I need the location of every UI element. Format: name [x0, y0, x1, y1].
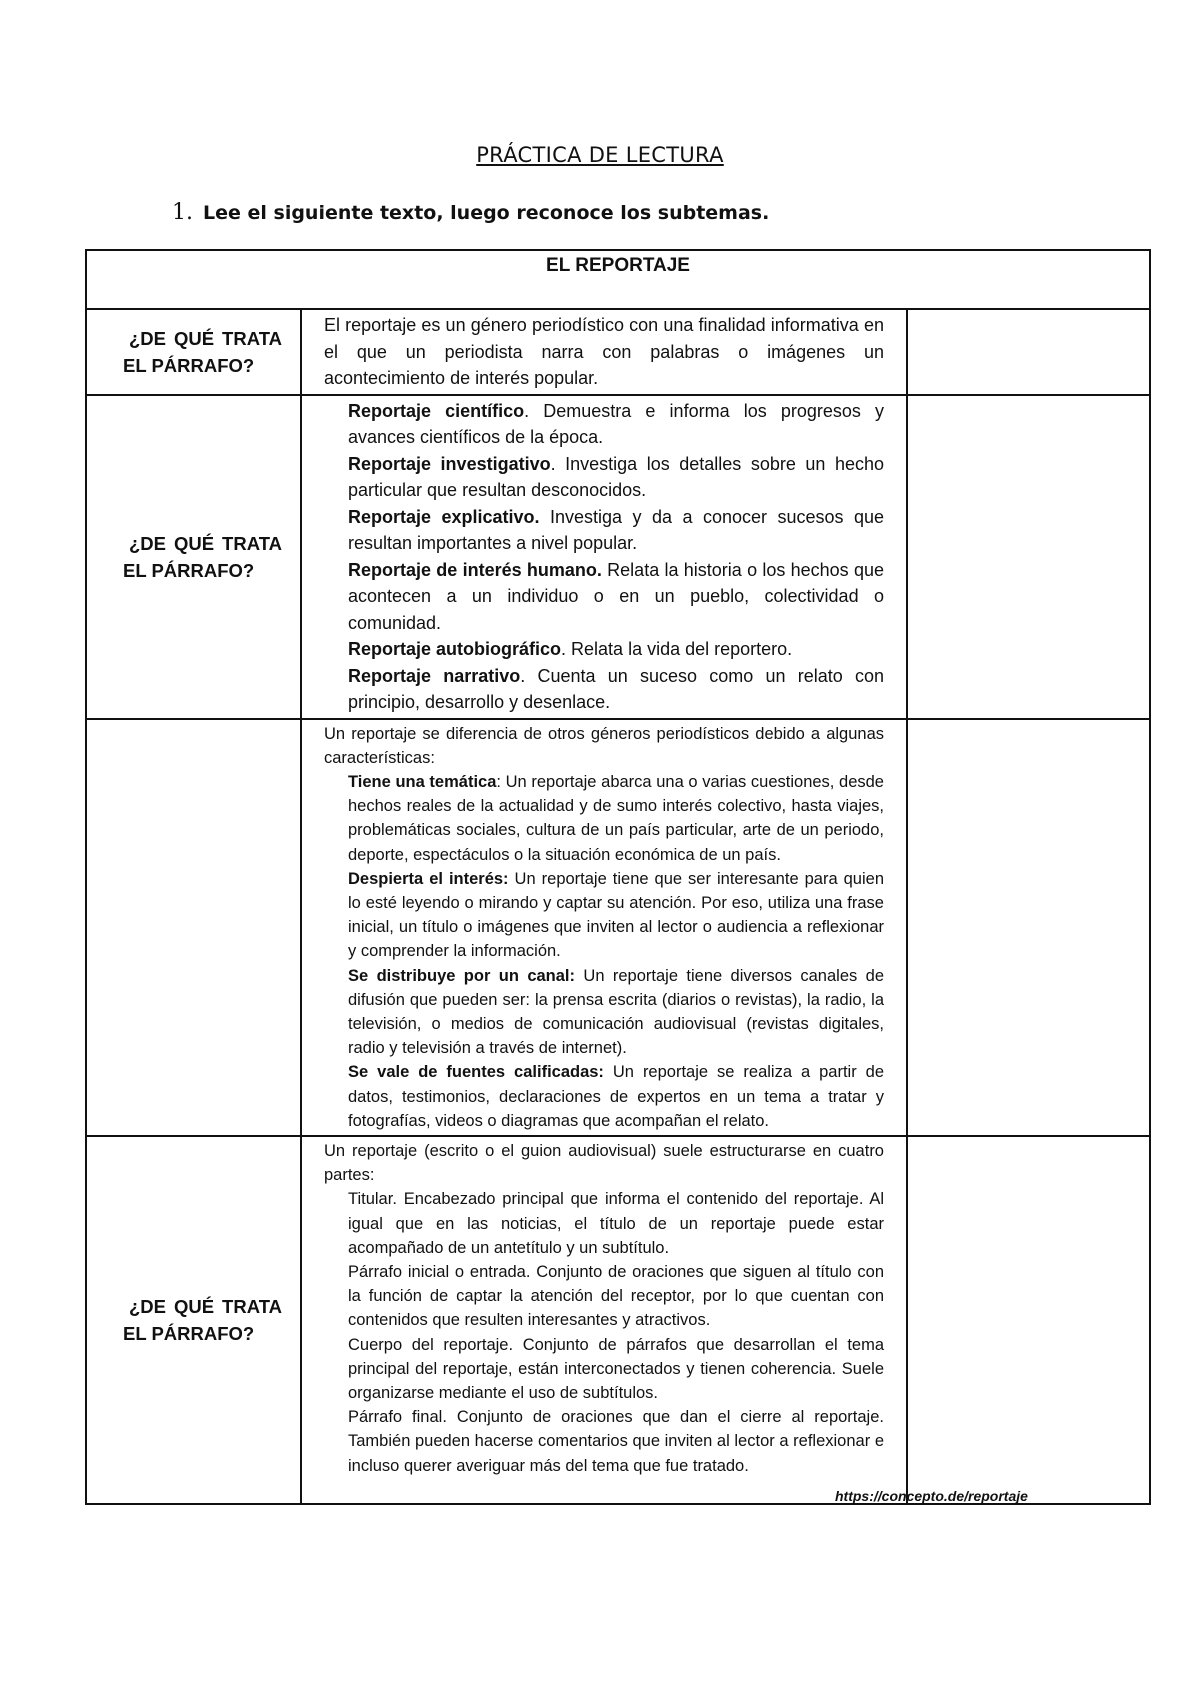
question-line2: EL PÁRRAFO?	[123, 559, 255, 581]
list-item: Tiene una temática: Un reportaje abarca una o varias cuestiones, desde hechos reales de la actualidad y de sumo interés colectivo, hasta viajes, problemáticas sociales, cultura de un país particular, arte de un periodo, deporte, espectáculos o la situación económica de un país.	[348, 772, 884, 864]
answer-cell-3	[907, 719, 1150, 1136]
paragraph-4	[301, 1136, 907, 1504]
table-header: EL REPORTAJE	[86, 250, 1150, 309]
paragraph-2	[301, 395, 907, 719]
source-link[interactable]: https://concepto.de/reportaje	[835, 1488, 1028, 1504]
question-cell-3	[86, 719, 301, 1136]
instruction-text: Lee el siguiente texto, luego reconoce los subtemas.	[203, 202, 770, 224]
answer-cell-4	[907, 1136, 1150, 1504]
list-item: Reportaje narrativo. Cuenta un suceso como un relato con principio, desarrollo y desenlace.	[348, 665, 884, 712]
answer-cell-1	[907, 309, 1150, 395]
list-item: Cuerpo del reportaje. Conjunto de párrafos que desarrollan el tema principal del reportaje, están interconectados y tienen coherencia. Suele organizarse mediante el uso de subtítulos.	[348, 1335, 884, 1402]
question-line1: ¿DE QUÉ TRATA	[129, 1295, 282, 1317]
question-cell-1	[86, 309, 301, 395]
paragraph-intro: Un reportaje (escrito o el guion audiovisual) suele estructurarse en cuatro partes:	[324, 1141, 884, 1185]
list-item: Reportaje explicativo. Investiga y da a conocer sucesos que resultan importantes a nivel popular.	[348, 506, 884, 553]
list-item: Se vale de fuentes calificadas: Un reportaje se realiza a partir de datos, testimonios, declaraciones de expertos en un tema a tratar y fotografías, videos o diagramas que acompañan el relato.	[348, 1063, 884, 1130]
list-item: Reportaje investigativo. Investiga los detalles sobre un hecho particular que resultan desconocidos.	[348, 453, 884, 500]
paragraph-1: El reportaje es un género periodístico con una finalidad informativa en el que un periodista narra con palabras o imágenes un acontecimiento de interés popular.	[301, 309, 907, 395]
answer-cell-2	[907, 395, 1150, 719]
question-line1: ¿DE QUÉ TRATA	[129, 327, 282, 349]
question-line2: EL PÁRRAFO?	[123, 1322, 255, 1344]
list-item: Párrafo inicial o entrada. Conjunto de oraciones que siguen al título con la función de captar la atención del receptor, por lo que cuentan con contenidos que resulten interesantes y atractivos.	[348, 1262, 884, 1330]
question-line2: EL PÁRRAFO?	[123, 354, 255, 376]
paragraph-intro: Un reportaje se diferencia de otros géneros periodísticos debido a algunas características:	[324, 724, 884, 767]
list-item: Reportaje autobiográfico. Relata la vida del reportero.	[348, 639, 793, 659]
question-cell-4	[86, 1136, 301, 1504]
list-item: Reportaje de interés humano. Relata la historia o los hechos que acontecen a un individuo o en un pueblo, colectividad o comunidad.	[348, 559, 884, 633]
reportaje-table	[85, 249, 1151, 1505]
question-cell-2	[86, 395, 301, 719]
instruction-number: 1.	[172, 200, 193, 225]
list-item: Titular. Encabezado principal que informa el contenido del reportaje. Al igual que en las noticias, el título de un reportaje puede estar acompañado de un antetítulo y un subtítulo.	[348, 1190, 884, 1257]
page-title: PRÁCTICA DE LECTURA	[476, 143, 724, 167]
question-line1: ¿DE QUÉ TRATA	[129, 532, 282, 554]
instruction	[172, 200, 769, 225]
list-item: Se distribuye por un canal: Un reportaje tiene diversos canales de difusión que pueden ser: la prensa escrita (diarios o revistas), la radio, la televisión, o medios de comunicación audiovisual (revistas digitales, radio y televisión a través de internet).	[348, 966, 884, 1058]
list-item: Párrafo final. Conjunto de oraciones que dan el cierre al reportaje. También pueden hacerse comentarios que inviten al lector a reflexionar e incluso querer averiguar más del tema que fue tratado.	[348, 1408, 884, 1475]
paragraph-3	[301, 719, 907, 1136]
list-item: Reportaje científico. Demuestra e informa los progresos y avances científicos de la época.	[348, 400, 884, 447]
list-item: Despierta el interés: Un reportaje tiene que ser interesante para quien lo esté leyendo o mirando y captar su atención. Por eso, utiliza una frase inicial, un título o imágenes que inviten al lector o audiencia a reflexionar y comprender la información.	[348, 869, 885, 961]
